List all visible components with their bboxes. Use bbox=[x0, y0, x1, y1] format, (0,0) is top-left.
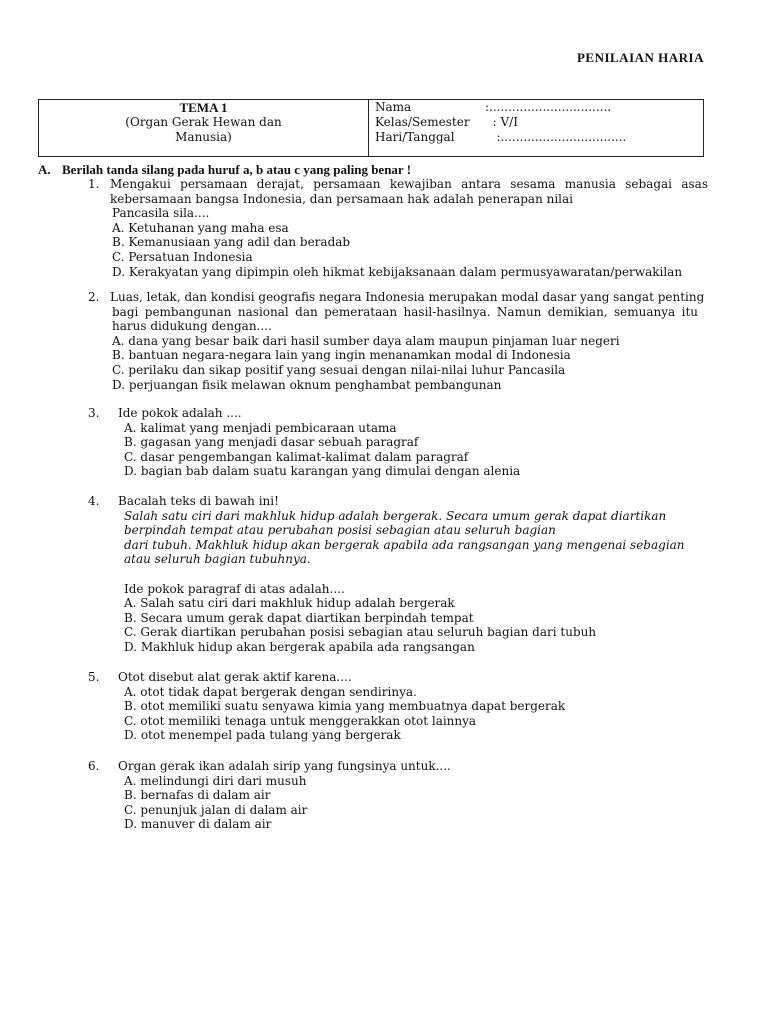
page-title: PENILAIAN HARIA bbox=[576, 50, 704, 65]
option[interactable]: B. bantuan negara-negara lain yang ingin menanamkan modal di Indonesia bbox=[112, 348, 571, 363]
date-label: Hari/Tanggal bbox=[375, 130, 455, 144]
option[interactable]: D. perjuangan fisik melawan oknum penghambat pembangunan bbox=[112, 377, 502, 392]
question-1 bbox=[88, 177, 708, 279]
option[interactable]: A. dana yang besar baik dari hasil sumber daya alam maupun pinjaman luar negeri bbox=[112, 333, 620, 348]
theme-title: TEMA 1 bbox=[179, 100, 228, 115]
name-label: Nama bbox=[375, 100, 412, 114]
option[interactable]: A. melindungi diri dari musuh bbox=[124, 773, 307, 788]
date-field[interactable]: :................................. bbox=[485, 130, 627, 144]
option[interactable]: C. Persatuan Indonesia bbox=[112, 249, 253, 264]
question-5 bbox=[88, 670, 708, 743]
option[interactable]: A. otot tidak dapat bergerak dengan sendirinya. bbox=[124, 684, 417, 699]
section-letter: A. bbox=[38, 162, 51, 177]
question-number: 5. bbox=[88, 670, 100, 684]
question-text: Ide pokok adalah .... bbox=[118, 406, 242, 420]
question-2 bbox=[88, 290, 705, 392]
option[interactable]: D. manuver di dalam air bbox=[124, 817, 272, 832]
info-row-class bbox=[375, 115, 626, 130]
question-prompt: Ide pokok paragraf di atas adalah.... bbox=[124, 581, 345, 596]
section-instruction: Berilah tanda silang pada huruf a, b atau c yang paling benar ! bbox=[62, 162, 412, 177]
info-row-name bbox=[375, 100, 626, 115]
theme-cell bbox=[39, 100, 369, 156]
option[interactable]: B. Secara umum gerak dapat diartikan berpindah tempat bbox=[124, 610, 474, 625]
question-number: 4. bbox=[88, 494, 100, 508]
option[interactable]: C. Gerak diartikan perubahan posisi sebagian atau seluruh bagian dari tubuh bbox=[124, 625, 597, 640]
question-text: bagi pembangunan nasional dan pemerataan hasil-hasilnya. Namun demikian, semuanya itu bbox=[112, 304, 698, 319]
passage-line: berpindah tempat atau perubahan posisi sebagian atau seluruh bagian bbox=[124, 523, 556, 538]
option[interactable]: B. bernafas di dalam air bbox=[124, 788, 271, 803]
option[interactable]: B. gagasan yang menjadi dasar sebuah paragraf bbox=[124, 435, 419, 450]
question-6 bbox=[88, 759, 708, 832]
student-info-cell bbox=[369, 100, 626, 156]
theme-subtitle-1: (Organ Gerak Hewan dan bbox=[125, 115, 282, 129]
section-heading bbox=[38, 162, 411, 178]
question-text: Luas, letak, dan kondisi geografis negara Indonesia merupakan modal dasar yang sangat penting bbox=[110, 290, 705, 304]
question-text: Bacalah teks di bawah ini! bbox=[118, 494, 279, 508]
option[interactable]: B. Kemanusiaan yang adil dan beradab bbox=[112, 235, 351, 250]
option[interactable]: A. Ketuhanan yang maha esa bbox=[112, 220, 289, 235]
class-label: Kelas/Semester bbox=[375, 115, 470, 129]
option[interactable]: C. penunjuk jalan di dalam air bbox=[124, 802, 308, 817]
option[interactable]: D. Kerakyatan yang dipimpin oleh hikmat kebijaksanaan dalam permusyawaratan/perwakilan bbox=[112, 264, 683, 279]
class-field[interactable]: : V/I bbox=[485, 115, 518, 129]
option[interactable]: C. perilaku dan sikap positif yang sesuai dengan nilai-nilai luhur Pancasila bbox=[112, 362, 566, 377]
question-text: kebersamaan bangsa Indonesia, dan persamaan hak adalah penerapan nilai bbox=[110, 191, 574, 206]
option[interactable]: D. Makhluk hidup akan bergerak apabila ada rangsangan bbox=[124, 639, 475, 654]
reading-passage bbox=[124, 509, 708, 655]
info-table bbox=[38, 99, 704, 157]
question-3 bbox=[88, 406, 708, 479]
name-field[interactable]: :................................ bbox=[485, 100, 612, 114]
option[interactable]: C. dasar pengembangan kalimat-kalimat dalam paragraf bbox=[124, 449, 469, 464]
option[interactable]: C. otot memiliki tenaga untuk menggerakkan otot lainnya bbox=[124, 713, 477, 728]
question-4 bbox=[88, 494, 708, 655]
option[interactable]: B. otot memiliki suatu senyawa kimia yang membuatnya dapat bergerak bbox=[124, 699, 566, 714]
passage-line: atau seluruh bagian tubuhnya. bbox=[124, 552, 311, 567]
question-text: harus didukung dengan.... bbox=[112, 319, 272, 334]
passage-line: Salah satu ciri dari makhluk hidup adalah bergerak. Secara umum gerak dapat diartikan bbox=[124, 508, 667, 523]
question-text: Organ gerak ikan adalah sirip yang fungsinya untuk.... bbox=[118, 759, 451, 773]
question-text: Otot disebut alat gerak aktif karena.... bbox=[118, 670, 352, 684]
theme-subtitle-2: Manusia) bbox=[175, 130, 232, 144]
option[interactable]: D. bagian bab dalam suatu karangan yang dimulai dengan alenia bbox=[124, 464, 521, 479]
question-text: Pancasila sila.... bbox=[112, 206, 210, 221]
option[interactable]: A. kalimat yang menjadi pembicaraan utama bbox=[124, 420, 397, 435]
option[interactable]: A. Salah satu ciri dari makhluk hidup adalah bergerak bbox=[124, 596, 455, 611]
info-row-date bbox=[375, 130, 626, 145]
question-number: 3. bbox=[88, 406, 100, 420]
question-number: 2. bbox=[88, 290, 100, 304]
question-number: 6. bbox=[88, 759, 100, 773]
question-text: Mengakui persamaan derajat, persamaan kewajiban antara sesama manusia sebagai asas bbox=[110, 177, 708, 191]
question-number: 1. bbox=[88, 177, 100, 191]
passage-line: dari tubuh. Makhluk hidup akan bergerak apabila ada rangsangan yang mengenai sebagian bbox=[124, 537, 685, 552]
option[interactable]: D. otot menempel pada tulang yang bergerak bbox=[124, 728, 401, 743]
